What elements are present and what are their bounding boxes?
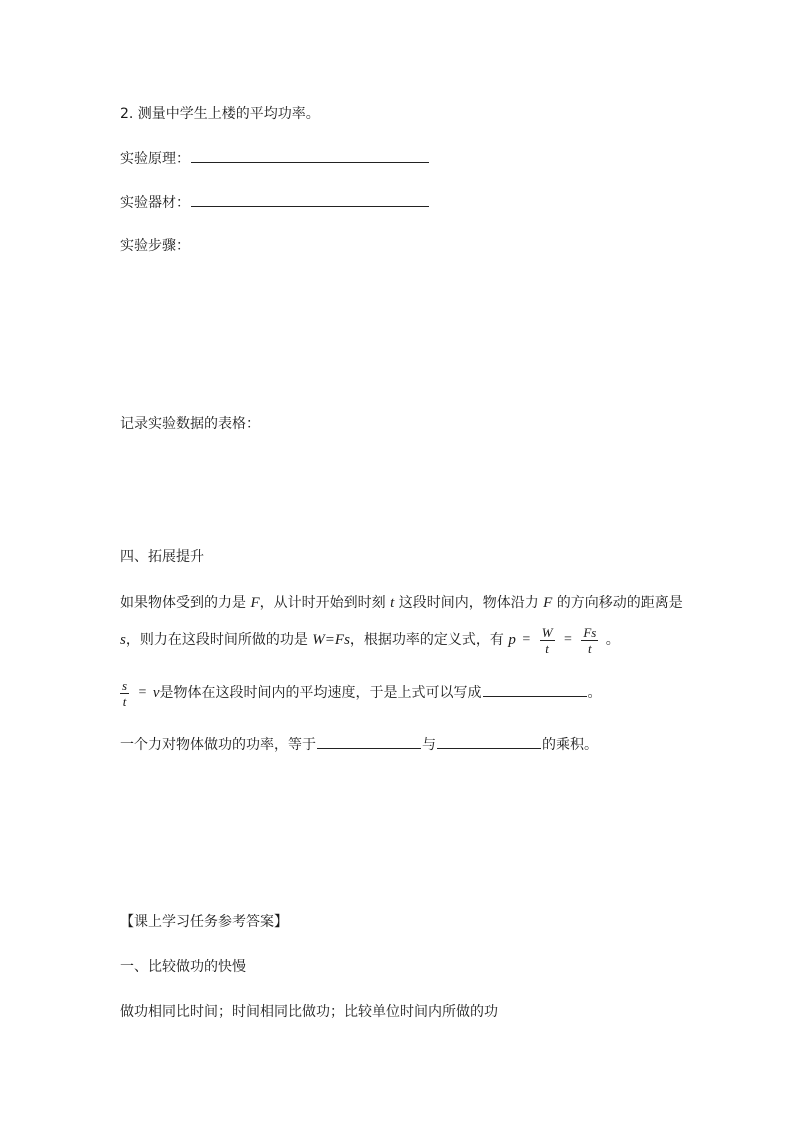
- var-F-2: F: [543, 595, 553, 611]
- extension-paragraph-line1: 如果物体受到的力是 F，从计时开始到时刻 t 这段时间内，物体沿力 F 的方向移动的距离是: [120, 595, 683, 611]
- power-factor1-blank[interactable]: [317, 734, 421, 749]
- data-table-label: 记录实验数据的表格：: [120, 416, 260, 432]
- fraction-s-over-t: $\frac{s}{t}$: [122, 677, 128, 709]
- principle-label: 实验原理：: [120, 151, 190, 167]
- power-factor2-blank[interactable]: [437, 734, 541, 749]
- var-F: F: [250, 595, 260, 611]
- var-s: s: [120, 632, 126, 648]
- equals-sign-3: =: [138, 685, 147, 700]
- answers-heading: 【课上学习任务参考答案】: [120, 914, 288, 930]
- equipment-label: 实验器材：: [120, 195, 190, 211]
- answers-ans1: 做功相同比时间；时间相同比做功；比较单位时间内所做的功: [120, 1004, 498, 1020]
- equipment-blank[interactable]: [191, 192, 429, 207]
- power-product-paragraph: 一个力对物体做功的功率，等于 与 的乘积。: [120, 734, 598, 755]
- equals-sign: =: [522, 632, 531, 647]
- steps-label: 实验步骤：: [120, 238, 190, 254]
- extension-paragraph-line2: s，则力在这段时间所做的功是 W=Fs，根据功率的定义式，有 p = $\frac{W}{t}$ = $\frac{Fs}{t}$ 。: [120, 624, 620, 656]
- velocity-paragraph: $\frac{s}{t}$ = v是物体在这段时间内的平均速度，于是上式可以写成 。: [122, 677, 602, 709]
- equals-sign-2: =: [563, 632, 572, 647]
- section4-heading: 四、拓展提升: [120, 549, 204, 565]
- principle-row: [120, 148, 430, 169]
- section2-title: 2. 测量中学生上楼的平均功率。: [120, 106, 320, 122]
- work-formula: W=Fs: [312, 632, 350, 648]
- var-t: t: [390, 595, 395, 611]
- var-p: p: [508, 632, 516, 648]
- equipment-row: [120, 192, 430, 213]
- principle-blank[interactable]: [191, 148, 429, 163]
- var-v: v: [152, 685, 160, 701]
- fraction-W-over-t: $\frac{W}{t}$: [541, 624, 553, 656]
- fraction-Fs-over-t: $\frac{Fs}{t}$: [583, 624, 597, 656]
- answers-sub1: 一、比较做功的快慢: [120, 959, 246, 975]
- velocity-formula-blank[interactable]: [483, 682, 587, 697]
